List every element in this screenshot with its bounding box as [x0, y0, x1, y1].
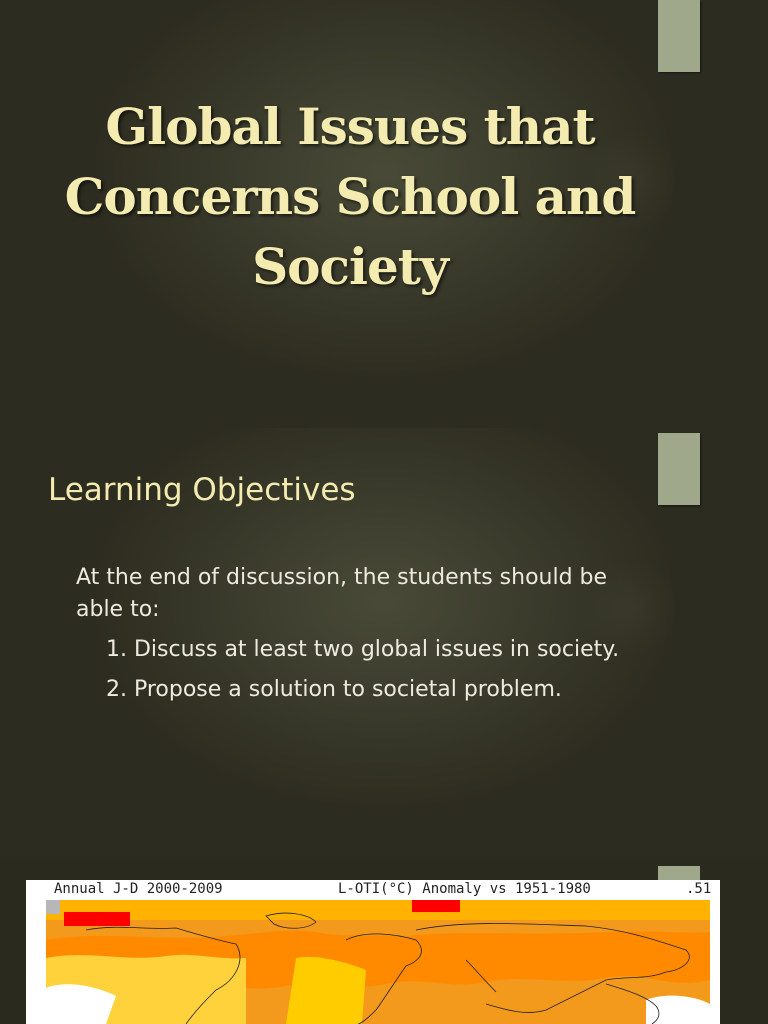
accent-tab: [658, 433, 700, 505]
map-title-label: L-OTI(°C) Anomaly vs 1951-1980: [338, 881, 591, 897]
objectives-heading: Learning Objectives: [48, 472, 356, 508]
map-mean-label: .51: [686, 881, 712, 897]
objectives-intro: At the end of discussion, the students should be able to:: [76, 565, 608, 622]
title-slide: [0, 0, 768, 428]
map-header: [26, 880, 720, 900]
objectives-slide: [0, 428, 768, 860]
temperature-anomaly-map: [26, 880, 720, 1024]
map-period-label: Annual J-D 2000-2009: [54, 881, 223, 897]
objectives-body: [76, 562, 646, 714]
world-map: [46, 900, 710, 1024]
slide-title: Global Issues that Concerns School and Society: [64, 97, 636, 296]
objective-item-2: 2. Propose a solution to societal problem.: [106, 677, 562, 702]
objective-item-1: 1. Discuss at least two global issues in society.: [106, 637, 620, 662]
accent-tab: [658, 0, 700, 72]
